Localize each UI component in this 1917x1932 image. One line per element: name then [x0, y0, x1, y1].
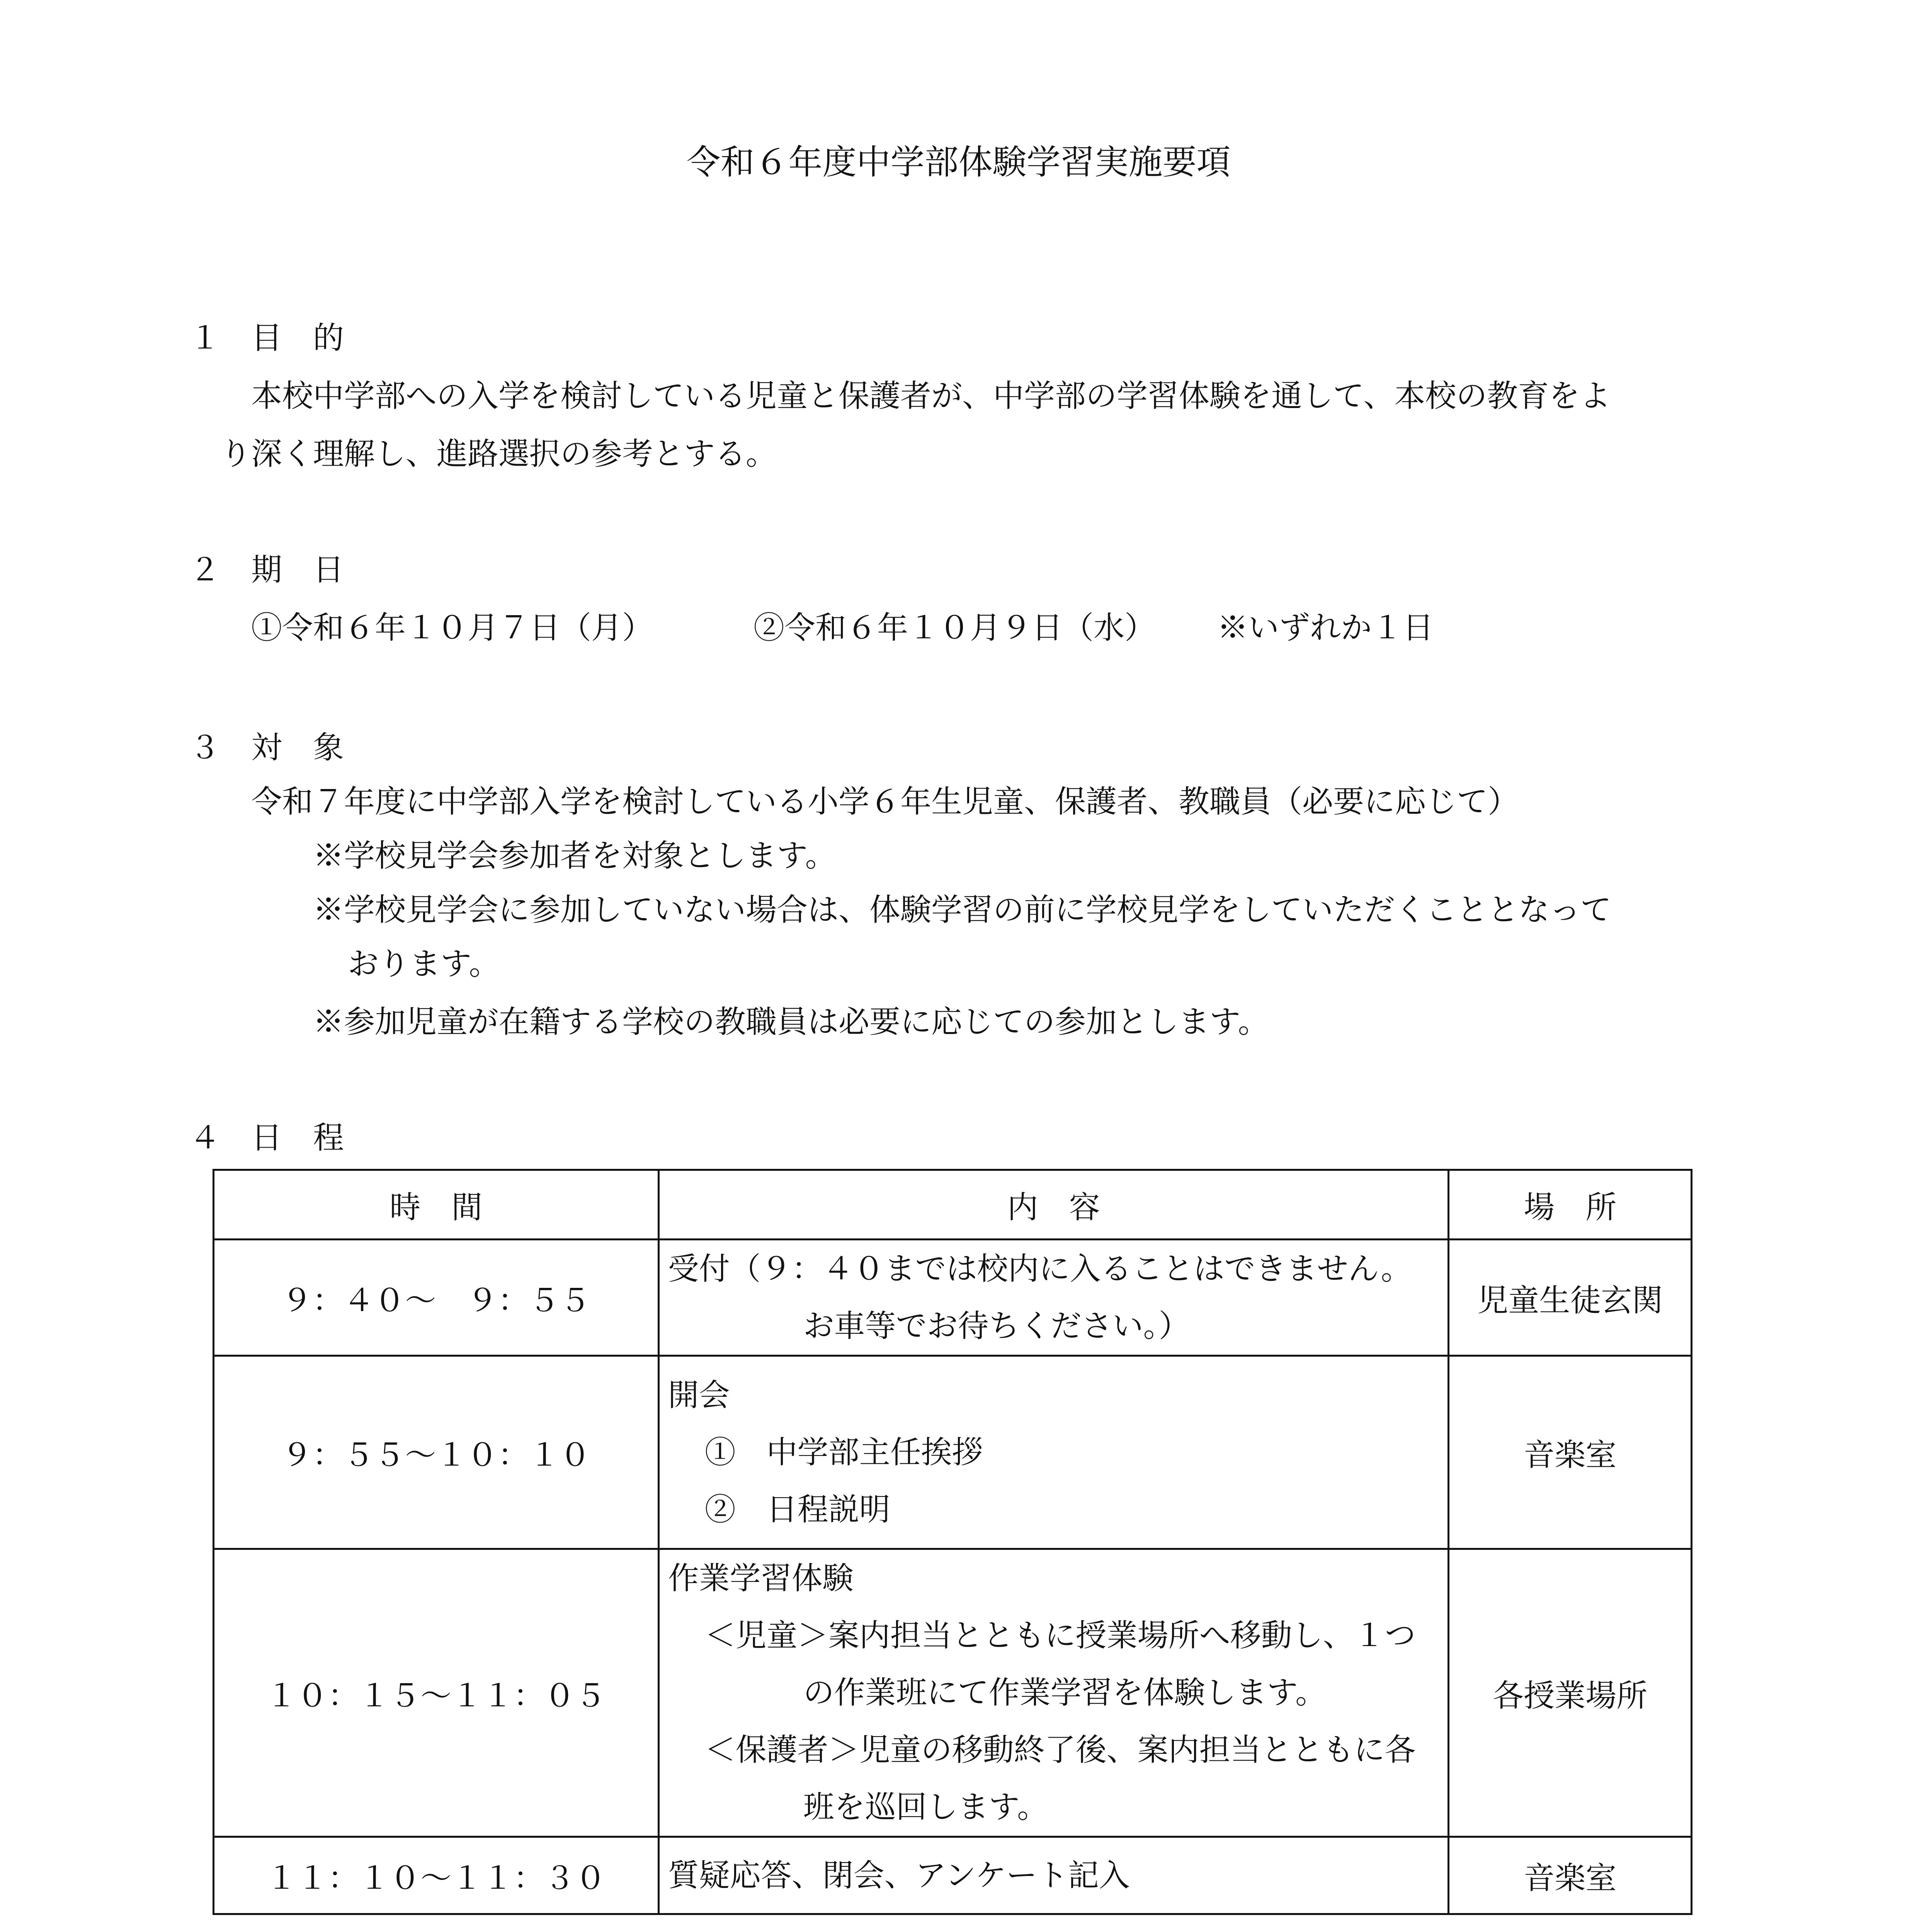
table-row — [214, 1240, 1692, 1356]
section-1-heading — [189, 317, 344, 359]
schedule-table — [213, 1169, 1692, 1915]
schedule-place: 音楽室 — [1449, 1837, 1692, 1914]
section-number: ４ — [189, 1120, 220, 1156]
schedule-time: ９：５５～１０：１０ — [214, 1356, 659, 1549]
content-line: 受付（９：４０までは校内に入ることはできません。 — [668, 1251, 1412, 1287]
target-note-2: ※学校見学会に参加していない場合は、体験学習の前に学校見学をしていただくこととなって — [313, 892, 1611, 928]
schedule-content — [658, 1549, 1449, 1837]
purpose-line-1: 本校中学部への入学を検討している児童と保護者が、中学部の学習体験を通して、本校の教育をよ — [251, 378, 1611, 414]
schedule-time: １０：１５～１１：０５ — [214, 1549, 659, 1837]
content-line: の作業班にて作業学習を体験します。 — [803, 1675, 1327, 1711]
content-line: 班を巡回します。 — [803, 1789, 1048, 1825]
section-title: 対 象 — [251, 730, 344, 765]
section-3-heading — [189, 726, 344, 769]
content-line: 作業学習体験 — [668, 1560, 854, 1596]
date-option-2: ②令和６年１０月９日（水） — [754, 610, 1155, 646]
section-number: １ — [189, 320, 220, 356]
content-line: お車等でお待ちください。） — [803, 1308, 1190, 1344]
date-option-1: ①令和６年１０月７日（月） — [251, 610, 653, 646]
schedule-place: 各授業場所 — [1449, 1549, 1692, 1837]
schedule-place: 音楽室 — [1449, 1356, 1692, 1549]
schedule-content — [658, 1240, 1449, 1356]
content-line: ② 日程説明 — [704, 1491, 890, 1527]
section-title: 日 程 — [251, 1120, 344, 1156]
section-title: 目 的 — [251, 320, 344, 356]
schedule-time: ９：４０～ ９：５５ — [214, 1240, 659, 1356]
schedule-content — [658, 1837, 1449, 1914]
target-note-1: ※学校見学会参加者を対象とします。 — [313, 838, 836, 874]
target-note-3: ※参加児童が在籍する学校の教職員は必要に応じての参加とします。 — [313, 1004, 1269, 1040]
date-note: ※いずれか１日 — [1217, 610, 1434, 646]
schedule-content — [658, 1356, 1449, 1549]
content-line: 開会 — [668, 1377, 730, 1413]
section-number: ２ — [189, 552, 220, 588]
table-header-row — [214, 1170, 1692, 1240]
target-note-2-continued: おります。 — [348, 946, 500, 982]
section-2-heading — [189, 549, 344, 591]
table-row — [214, 1549, 1692, 1837]
content-line: ＜児童＞案内担当とともに授業場所へ移動し、１つ — [704, 1617, 1416, 1653]
table-row — [214, 1837, 1692, 1914]
target-line: 令和７年度に中学部入学を検討している小学６年生児童、保護者、教職員（必要に応じて） — [251, 784, 1519, 820]
section-4-heading — [189, 1117, 344, 1159]
section-title: 期 日 — [251, 552, 344, 588]
schedule-time: １１：１０～１１：３０ — [214, 1837, 659, 1914]
content-line: 質疑応答、閉会、アンケート記入 — [668, 1857, 1130, 1893]
content-line: ① 中学部主任挨拶 — [704, 1434, 983, 1470]
section-number: ３ — [189, 730, 220, 765]
schedule-place: 児童生徒玄関 — [1449, 1240, 1692, 1356]
header-place: 場 所 — [1449, 1170, 1692, 1240]
document-title: 令和６年度中学部体験学習実施要項 — [686, 142, 1231, 182]
purpose-line-2: り深く理解し、進路選択の参考とする。 — [220, 436, 777, 472]
table-row — [214, 1356, 1692, 1549]
content-line: ＜保護者＞児童の移動終了後、案内担当とともに各 — [704, 1732, 1416, 1768]
header-content: 内 容 — [658, 1170, 1449, 1240]
header-time: 時 間 — [214, 1170, 659, 1240]
